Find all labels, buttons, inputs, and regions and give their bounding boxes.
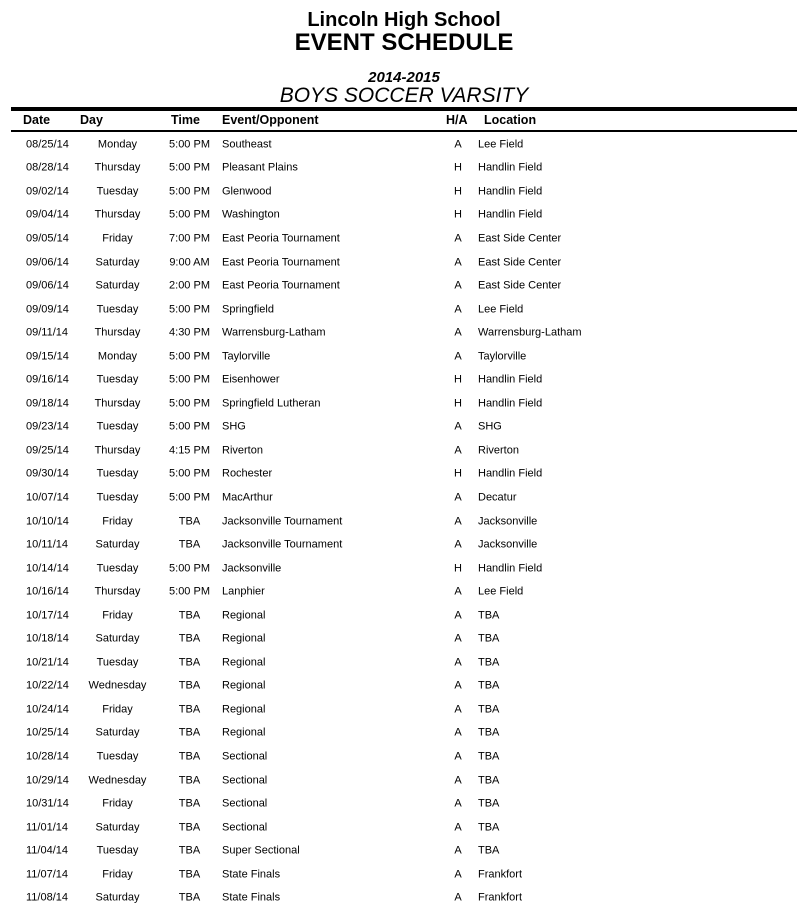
school-name: Lincoln High School [307,9,501,31]
cell-home-away: H [454,397,462,410]
schedule-row [0,274,800,298]
cell-home-away: A [454,726,462,739]
column-header-row [0,113,800,129]
cell-day: Thursday [94,161,141,174]
cell-day: Friday [102,232,133,245]
schedule-row [0,180,800,204]
cell-location: TBA [478,656,500,669]
cell-location: Jacksonville [478,538,538,551]
cell-date: 10/29/14 [26,774,69,787]
cell-home-away: A [454,326,462,339]
cell-location: Frankfort [478,868,523,881]
cell-date: 09/09/14 [26,303,69,316]
cell-day: Monday [97,350,138,363]
cell-home-away: A [454,656,462,669]
cell-location: Decatur [478,491,517,504]
cell-location: TBA [478,774,500,787]
cell-home-away: A [454,868,462,881]
cell-date: 09/25/14 [26,444,69,457]
cell-date: 11/04/14 [26,844,69,857]
cell-home-away: A [454,350,462,363]
schedule-row [0,533,800,557]
cell-time: 5:00 PM [169,373,210,386]
cell-location: Warrensburg-Latham [478,326,582,339]
cell-time: TBA [178,538,201,551]
cell-event: Super Sectional [222,844,300,857]
schedule-row [0,463,800,487]
schedule-row [0,510,800,534]
cell-date: 09/15/14 [26,350,69,363]
cell-time: 7:00 PM [169,232,210,245]
cell-time: 9:00 AM [169,256,210,268]
cell-time: TBA [178,726,201,739]
cell-event: Riverton [222,444,263,457]
cell-time: 5:00 PM [169,562,210,575]
cell-event: Jacksonville Tournament [222,515,343,528]
schedule-row [0,651,800,675]
cell-day: Saturday [95,891,140,904]
cell-day: Wednesday [88,774,147,787]
cell-time: TBA [178,868,201,881]
season-label: 2014-2015 [368,69,440,86]
cell-date: 10/22/14 [26,679,69,692]
cell-home-away: A [454,774,462,787]
cell-day: Thursday [94,397,141,410]
cell-day: Tuesday [96,420,139,433]
cell-event: State Finals [222,868,281,881]
cell-event: Springfield [222,303,274,316]
cell-time: TBA [178,750,201,763]
cell-date: 10/07/14 [26,491,69,504]
cell-day: Thursday [94,444,141,457]
cell-date: 09/06/14 [26,256,69,268]
cell-date: 10/31/14 [26,797,69,810]
cell-location: TBA [478,609,500,622]
schedule-row [0,816,800,840]
cell-home-away: A [454,703,462,716]
cell-home-away: H [454,562,462,575]
cell-home-away: H [454,467,462,480]
schedule-row [0,863,800,887]
cell-time: 5:00 PM [169,350,210,363]
cell-day: Saturday [95,821,140,834]
cell-time: TBA [178,797,201,810]
schedule-row [0,557,800,581]
cell-home-away: H [454,208,462,221]
cell-time: 5:00 PM [169,467,210,480]
cell-event: Glenwood [222,185,272,198]
cell-date: 10/11/14 [26,538,69,551]
cell-date: 09/05/14 [26,232,69,245]
cell-event: East Peoria Tournament [222,256,340,268]
cell-time: 5:00 PM [169,491,210,504]
schedule-row [0,321,800,345]
cell-day: Saturday [95,256,140,268]
cell-time: TBA [178,656,201,669]
cell-location: Handlin Field [478,208,543,221]
schedule-row [0,251,800,275]
cell-location: Jacksonville [478,515,538,528]
schedule-row [0,627,800,651]
cell-home-away: A [454,444,462,457]
cell-time: 4:15 PM [169,444,210,457]
cell-time: 5:00 PM [169,161,210,174]
cell-home-away: A [454,679,462,692]
page-title: EVENT SCHEDULE [294,29,514,56]
cell-day: Tuesday [96,373,139,386]
cell-home-away: A [454,632,462,645]
cell-date: 10/25/14 [26,726,69,739]
cell-event: Lanphier [222,585,265,598]
cell-time: TBA [178,821,201,834]
cell-event: Warrensburg-Latham [222,326,326,339]
cell-event: Southeast [222,138,272,151]
cell-time: TBA [178,515,201,528]
cell-location: TBA [478,726,500,739]
schedule-row [0,769,800,793]
cell-home-away: A [454,821,462,834]
cell-day: Tuesday [96,303,139,316]
cell-time: 2:00 PM [169,279,210,292]
schedule-row [0,604,800,628]
schedule-row [0,227,800,251]
cell-home-away: H [454,373,462,386]
column-header-time: Time [171,113,200,127]
cell-location: Handlin Field [478,397,543,410]
cell-event: Regional [222,679,266,692]
cell-location: Lee Field [478,585,524,598]
schedule-row [0,675,800,699]
column-header-day: Day [80,113,103,127]
schedule-row [0,439,800,463]
cell-day: Friday [102,703,133,716]
schedule-row [0,204,800,228]
cell-day: Thursday [94,585,141,598]
schedule-rows [0,133,800,910]
schedule-row [0,887,800,911]
cell-event: Sectional [222,797,268,810]
schedule-row [0,345,800,369]
cell-location: East Side Center [478,279,562,292]
cell-day: Tuesday [96,750,139,763]
cell-date: 09/02/14 [26,185,69,198]
cell-event: Sectional [222,774,268,787]
cell-event: Springfield Lutheran [222,397,321,410]
cell-home-away: A [454,303,462,316]
cell-location: Handlin Field [478,562,543,575]
schedule-row [0,698,800,722]
cell-date: 10/24/14 [26,703,69,716]
cell-time: 4:30 PM [169,326,210,339]
cell-event: Regional [222,726,266,739]
cell-date: 10/14/14 [26,562,69,575]
cell-location: TBA [478,821,500,834]
cell-event: Regional [222,656,266,669]
cell-day: Tuesday [96,562,139,575]
cell-day: Saturday [95,279,140,292]
cell-day: Tuesday [96,844,139,857]
cell-home-away: A [454,515,462,528]
cell-event: Washington [222,208,280,221]
cell-home-away: A [454,844,462,857]
cell-day: Tuesday [96,467,139,480]
cell-day: Tuesday [96,185,139,198]
cell-home-away: A [454,750,462,763]
cell-date: 09/18/14 [26,397,69,410]
cell-date: 11/08/14 [26,891,69,904]
cell-event: Jacksonville Tournament [222,538,343,551]
schedule-row [0,839,800,863]
schedule-row [0,157,800,181]
cell-date: 10/10/14 [26,515,69,528]
cell-event: Rochester [222,467,273,480]
cell-home-away: A [454,538,462,551]
cell-time: 5:00 PM [169,138,210,151]
cell-event: Regional [222,609,266,622]
cell-location: East Side Center [478,256,562,268]
cell-location: Handlin Field [478,161,543,174]
team-label: BOYS SOCCER VARSITY [279,84,529,107]
cell-home-away: A [454,797,462,810]
cell-time: 5:00 PM [169,303,210,316]
cell-date: 10/28/14 [26,750,69,763]
schedule-row [0,792,800,816]
cell-date: 10/18/14 [26,632,69,645]
cell-time: 5:00 PM [169,397,210,410]
cell-event: Regional [222,632,266,645]
schedule-row [0,133,800,157]
schedule-row [0,368,800,392]
cell-location: Taylorville [478,350,527,363]
cell-date: 08/28/14 [26,161,69,174]
schedule-row [0,298,800,322]
cell-day: Thursday [94,208,141,221]
cell-day: Friday [102,797,133,810]
schedule-row [0,392,800,416]
cell-location: TBA [478,679,500,692]
cell-event: East Peoria Tournament [222,279,340,292]
cell-location: Handlin Field [478,185,543,198]
cell-location: Frankfort [478,891,523,904]
schedule-row [0,486,800,510]
cell-event: Jacksonville [222,562,282,575]
cell-day: Friday [102,868,133,881]
cell-date: 09/23/14 [26,420,69,433]
cell-day: Tuesday [96,491,139,504]
cell-time: 5:00 PM [169,208,210,221]
cell-location: TBA [478,750,500,763]
cell-event: Sectional [222,750,268,763]
column-header-date: Date [23,113,51,127]
cell-event: Eisenhower [222,373,280,386]
cell-home-away: A [454,256,462,268]
cell-home-away: A [454,138,462,151]
cell-location: Lee Field [478,138,524,151]
schedule-row [0,722,800,746]
cell-location: Handlin Field [478,373,543,386]
cell-location: SHG [478,420,502,433]
cell-location: Lee Field [478,303,524,316]
cell-date: 10/21/14 [26,656,69,669]
cell-time: 5:00 PM [169,585,210,598]
cell-time: TBA [178,632,201,645]
cell-day: Saturday [95,726,140,739]
cell-event: State Finals [222,891,281,904]
cell-home-away: A [454,420,462,433]
cell-time: TBA [178,844,201,857]
cell-location: Handlin Field [478,467,543,480]
cell-location: TBA [478,797,500,810]
cell-time: TBA [178,774,201,787]
cell-home-away: A [454,891,462,904]
cell-time: 5:00 PM [169,420,210,433]
cell-date: 09/06/14 [26,279,69,292]
cell-day: Friday [102,515,133,528]
column-header-home-away: H/A [446,113,468,127]
cell-time: TBA [178,609,201,622]
cell-home-away: A [454,491,462,504]
cell-time: TBA [178,703,201,716]
cell-day: Saturday [95,538,140,551]
cell-day: Tuesday [96,656,139,669]
cell-location: TBA [478,844,500,857]
cell-event: MacArthur [222,491,273,504]
schedule-row [0,745,800,769]
cell-day: Thursday [94,326,141,339]
cell-home-away: A [454,609,462,622]
cell-date: 10/16/14 [26,585,69,598]
cell-date: 11/07/14 [26,868,69,881]
cell-day: Friday [102,609,133,622]
cell-date: 09/11/14 [26,326,69,339]
cell-time: TBA [178,679,201,692]
cell-date: 08/25/14 [26,138,69,151]
cell-location: East Side Center [478,232,562,245]
cell-event: Pleasant Plains [222,161,298,174]
cell-date: 10/17/14 [26,609,69,622]
column-header-event: Event/Opponent [222,113,319,127]
cell-date: 09/30/14 [26,467,69,480]
cell-date: 09/16/14 [26,373,69,386]
cell-event: SHG [222,420,246,433]
cell-home-away: A [454,279,462,292]
cell-home-away: A [454,585,462,598]
header-bottom-rule [11,130,797,132]
cell-home-away: H [454,185,462,198]
cell-date: 11/01/14 [26,821,69,834]
schedule-row [0,416,800,440]
cell-event: Sectional [222,821,268,834]
cell-day: Monday [97,138,138,151]
cell-day: Wednesday [88,679,147,692]
column-header-location: Location [484,113,537,127]
cell-time: 5:00 PM [169,185,210,198]
cell-home-away: A [454,232,462,245]
schedule-row [0,580,800,604]
cell-event: Taylorville [222,350,271,363]
cell-time: TBA [178,891,201,904]
cell-location: TBA [478,703,500,716]
cell-event: East Peoria Tournament [222,232,340,245]
table-top-rule [11,107,797,111]
cell-home-away: H [454,161,462,174]
cell-location: Riverton [478,444,519,457]
cell-location: TBA [478,632,500,645]
cell-event: Regional [222,703,266,716]
cell-date: 09/04/14 [26,208,69,221]
cell-day: Saturday [95,632,140,645]
